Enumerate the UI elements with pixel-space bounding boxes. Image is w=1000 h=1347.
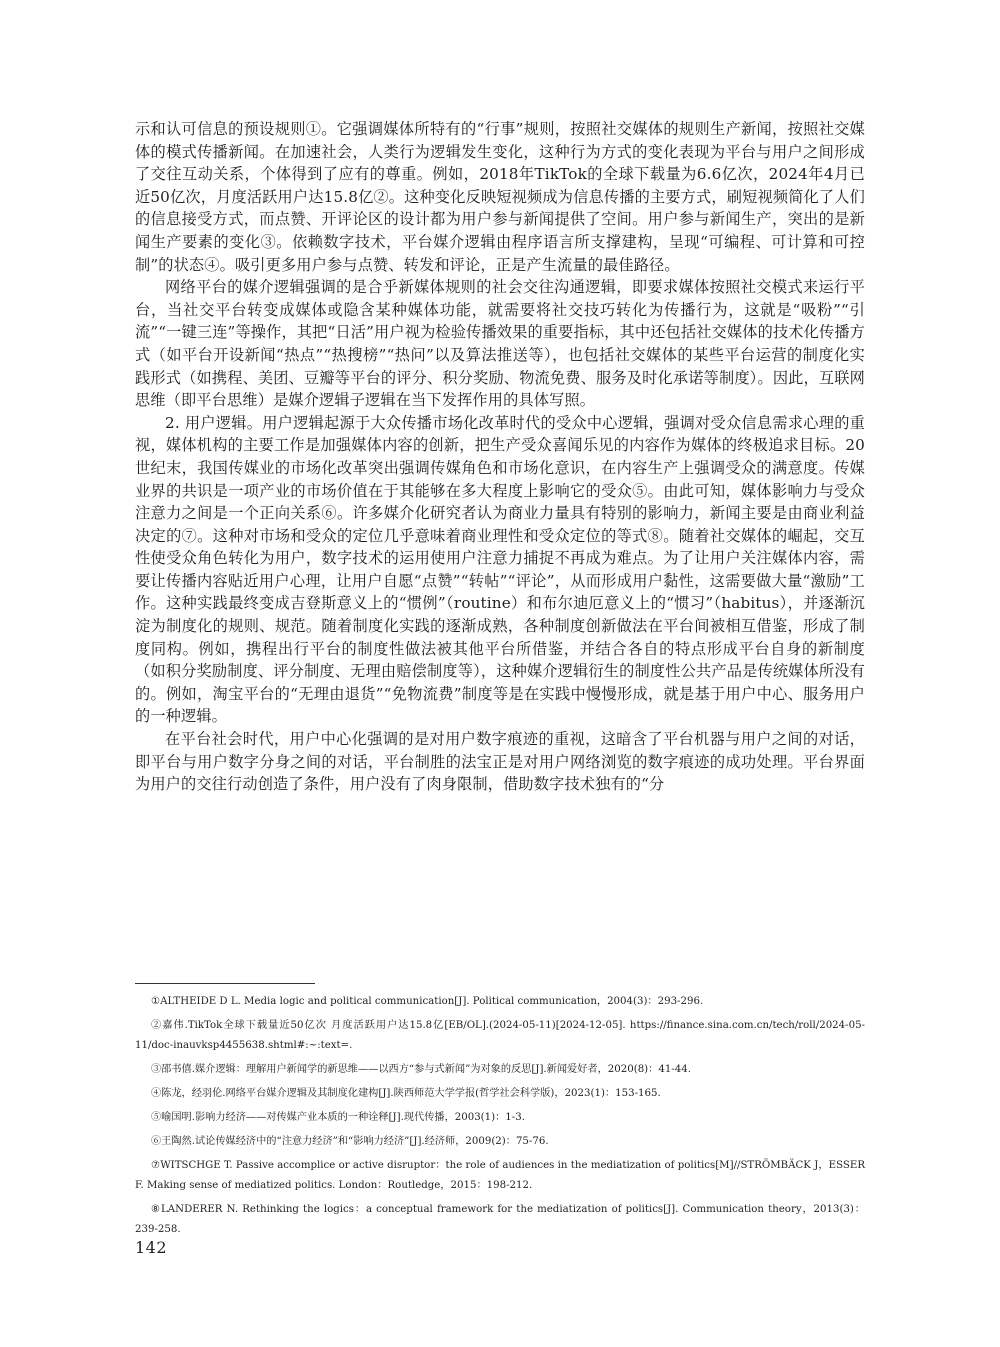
footnote-7: ⑦WITSCHGE T. Passive accomplice or active disruptor：the role of audiences in the mediatization of politics[M]//STRÖMBÄCK J，ESSER F. Making sense of mediatized politics. London：Routledge，2015：198-212.: [135, 1160, 865, 1191]
footnote-1: ①ALTHEIDE D L. Media logic and political communication[J]. Political communication，2004(3)：293-296.: [151, 996, 704, 1007]
paragraph-3: 2. 用户逻辑。用户逻辑起源于大众传播市场化改革时代的受众中心逻辑，强调对受众信息需求心理的重视，媒体机构的主要工作是加强媒体内容的创新，把生产受众喜闻乐见的内容作为媒体的终极追求目标。20世纪末，我国传媒业的市场化改革突出强调传媒角色和市场化意识，在内容生产上强调受众的满意度。传媒业界的共识是一项产业的市场价值在于其能够在多大程度上影响它的受众⑤。由此可知，媒体影响力与受众注意力之间是一个正向关系⑥。许多媒介化研究者认为商业力量具有特别的影响力，新闻主要是由商业利益决定的⑦。这种对市场和受众的定位几乎意味着商业理性和受众定位的等式⑧。随着社交媒体的崛起，交互性使受众角色转化为用户，数字技术的运用使用户注意力捕捉不再成为难点。为了让用户关注媒体内容，需要让传播内容贴近用户心理，让用户自愿“点赞”“转帖”“评论”，从而形成用户黏性，这需要做大量“激励”工作。这种实践最终变成吉登斯意义上的“惯例”（routine）和布尔迪厄意义上的“惯习”（habitus），并逐渐沉淀为制度化的规则、规范。随着制度化实践的逐渐成熟，各种制度创新做法在平台间被相互借鉴，形成了制度同构。例如，携程出行平台的制度性做法被其他平台所借鉴，并结合各自的特点形成平台自身的新制度（如积分奖励制度、评分制度、无理由赔偿制度等），这种媒介逻辑衍生的制度性公共产品是传统媒体所没有的。例如，淘宝平台的“无理由退货”“免物流费”制度等是在实践中慢慢形成，就是基于用户中心、服务用户的一种逻辑。: [135, 413, 865, 726]
footnote-5: ⑤喻国明.影响力经济——对传媒产业本质的一种诠释[J].现代传播，2003(1)：1-3.: [151, 1112, 525, 1123]
footnote-divider: [135, 983, 315, 984]
footnote-6: ⑥王陶然.试论传媒经济中的“注意力经济”和“影响力经济”[J].经济师，2009(2)：75-76.: [151, 1136, 549, 1147]
paragraph-4: 在平台社会时代，用户中心化强调的是对用户数字痕迹的重视，这暗含了平台机器与用户之间的对话，即平台与用户数字分身之间的对话，平台制胜的法宝正是对用户网络浏览的数字痕迹的成功处理。平台界面为用户的交往行动创造了条件，用户没有了肉身限制，借助数字技术独有的“分: [135, 730, 865, 794]
paragraph-2: 网络平台的媒介逻辑强调的是合乎新媒体规则的社会交往沟通逻辑，即要求媒体按照社交模式来运行平台，当社交平台转变成媒体或隐含某种媒体功能，就需要将社交技巧转化为传播行为，这就是“吸粉”“引流”“一键三连”等操作，其把“日活”用户视为检验传播效果的重要指标，其中还包括社交媒体的技术化传播方式（如平台开设新闻“热点”“热搜榜”“热问”以及算法推送等），也包括社交媒体的某些平台运营的制度化实践形式（如携程、美团、豆瓣等平台的评分、积分奖励、物流免费、服务及时化承诺等制度）。因此，互联网思维（即平台思维）是媒介逻辑子逻辑在当下发挥作用的具体写照。: [135, 278, 865, 410]
paragraph-1: 示和认可信息的预设规则①。它强调媒体所特有的“行事”规则，按照社交媒体的规则生产新闻，按照社交媒体的模式传播新闻。在加速社会，人类行为逻辑发生变化，这种行为方式的变化表现为平台与用户之间形成了交往互动关系，个体得到了应有的尊重。例如，2018年TikTok的全球下载量为6.6亿次，2024年4月已近50亿次，月度活跃用户达15.8亿②。这种变化反映短视频成为信息传播的主要方式，刷短视频简化了人们的信息接受方式，而点赞、开评论区的设计都为用户参与新闻提供了空间。用户参与新闻生产，突出的是新闻生产要素的变化③。依赖数字技术，平台媒介逻辑由程序语言所支撑建构，呈现“可编程、可计算和可控制”的状态④。吸引更多用户参与点赞、转发和评论，正是产生流量的最佳路径。: [135, 120, 865, 274]
footnote-2: ②嘉伟.TikTok全球下载量近50亿次 月度活跃用户达15.8亿[EB/OL].(2024-05-11)[2024-12-05]. https://finance.sina.com.cn/tech/roll/2024-05-11/doc-inauvksp4455638.shtml#:~:text=.: [135, 1020, 865, 1051]
footnote-8: ⑧LANDERER N. Rethinking the logics：a conceptual framework for the mediatization of politics[J]. Communication theory，2013(3)：239-258.: [135, 1204, 865, 1235]
footnotes: [135, 992, 865, 1244]
body-text: [135, 118, 865, 796]
footnote-4: ④陈龙，经羽伦.网络平台媒介逻辑及其制度化建构[J].陕西师范大学学报(哲学社会科学版)，2023(1)：153-165.: [151, 1088, 661, 1099]
footnote-3: ③邵书僖.媒介逻辑：理解用户新闻学的新思维——以西方“参与式新闻”为对象的反思[J].新闻爱好者，2020(8)：41-44.: [151, 1064, 691, 1075]
page-number: 142: [135, 1238, 168, 1257]
